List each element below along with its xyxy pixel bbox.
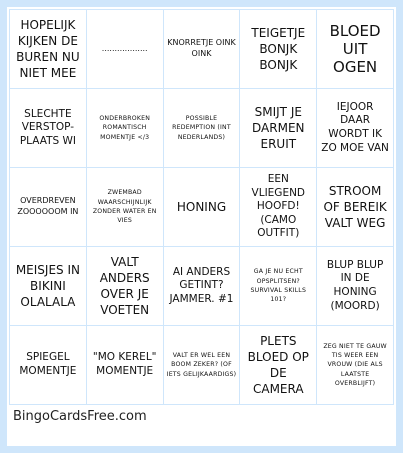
bingo-cell[interactable]: GA JE NU ECHT OPSPLITSEN? SURVIVAL SKILLS 101? <box>240 247 317 326</box>
bingo-cell[interactable]: MEISJES IN BIKINI OLALALA <box>10 247 87 326</box>
bingo-cell[interactable]: VALT ER WEL EEN BOOM ZEKER? (OF IETS GELIJKAARDIGS) <box>164 326 241 405</box>
bingo-cell[interactable]: EEN VLIEGEND HOOFD! (CAMO OUTFIT) <box>240 168 317 247</box>
bingo-cell[interactable]: .................. <box>87 10 164 89</box>
bingo-cell[interactable]: SLECHTE VERSTOP-PLAATS WI <box>10 89 87 168</box>
bingo-cell[interactable]: OVERDREVEN ZOOOOOOM IN <box>10 168 87 247</box>
bingo-cell[interactable]: KNORRETJE OINK OINK <box>164 10 241 89</box>
bingo-grid <box>9 9 394 405</box>
bingo-cell[interactable]: AI ANDERS GETINT? JAMMER. #1 <box>164 247 241 326</box>
bingo-cell[interactable]: HONING <box>164 168 241 247</box>
bingo-cell[interactable]: SMIJT JE DARMEN ERUIT <box>240 89 317 168</box>
bingo-cell[interactable]: ZEG NIET TE GAUW TIS WEER EEN VROUW (DIE ALS LAATSTE OVERBLIJFT) <box>317 326 394 405</box>
bingo-cell[interactable]: POSSIBLE REDEMPTION (INT NEDERLANDS) <box>164 89 241 168</box>
bingo-cell[interactable]: ONDERBROKEN ROMANTISCH MOMENTJE </3 <box>87 89 164 168</box>
footer-site-name: BingoCardsFree.com <box>13 409 147 424</box>
bingo-cell[interactable]: HOPELIJK KIJKEN DE BUREN NU NIET MEE <box>10 10 87 89</box>
bingo-cell[interactable]: PLETS BLOED OP DE CAMERA <box>240 326 317 405</box>
bingo-cell[interactable]: ZWEMBAD WAARSCHIJNLIJK ZONDER WATER EN VIES <box>87 168 164 247</box>
bingo-card <box>7 7 396 446</box>
bingo-cell[interactable]: TEIGETJE BONJK BONJK <box>240 10 317 89</box>
bingo-cell[interactable]: IEJOOR DAAR WORDT IK ZO MOE VAN <box>317 89 394 168</box>
bingo-cell[interactable]: BLOED UIT OGEN <box>317 10 394 89</box>
bingo-cell[interactable]: "MO KEREL" MOMENTJE <box>87 326 164 405</box>
bingo-cell[interactable]: VALT ANDERS OVER JE VOETEN <box>87 247 164 326</box>
bingo-cell[interactable]: SPIEGEL MOMENTJE <box>10 326 87 405</box>
bingo-cell[interactable]: BLUP BLUP IN DE HONING (MOORD) <box>317 247 394 326</box>
bingo-cell[interactable]: STROOM OF BEREIK VALT WEG <box>317 168 394 247</box>
